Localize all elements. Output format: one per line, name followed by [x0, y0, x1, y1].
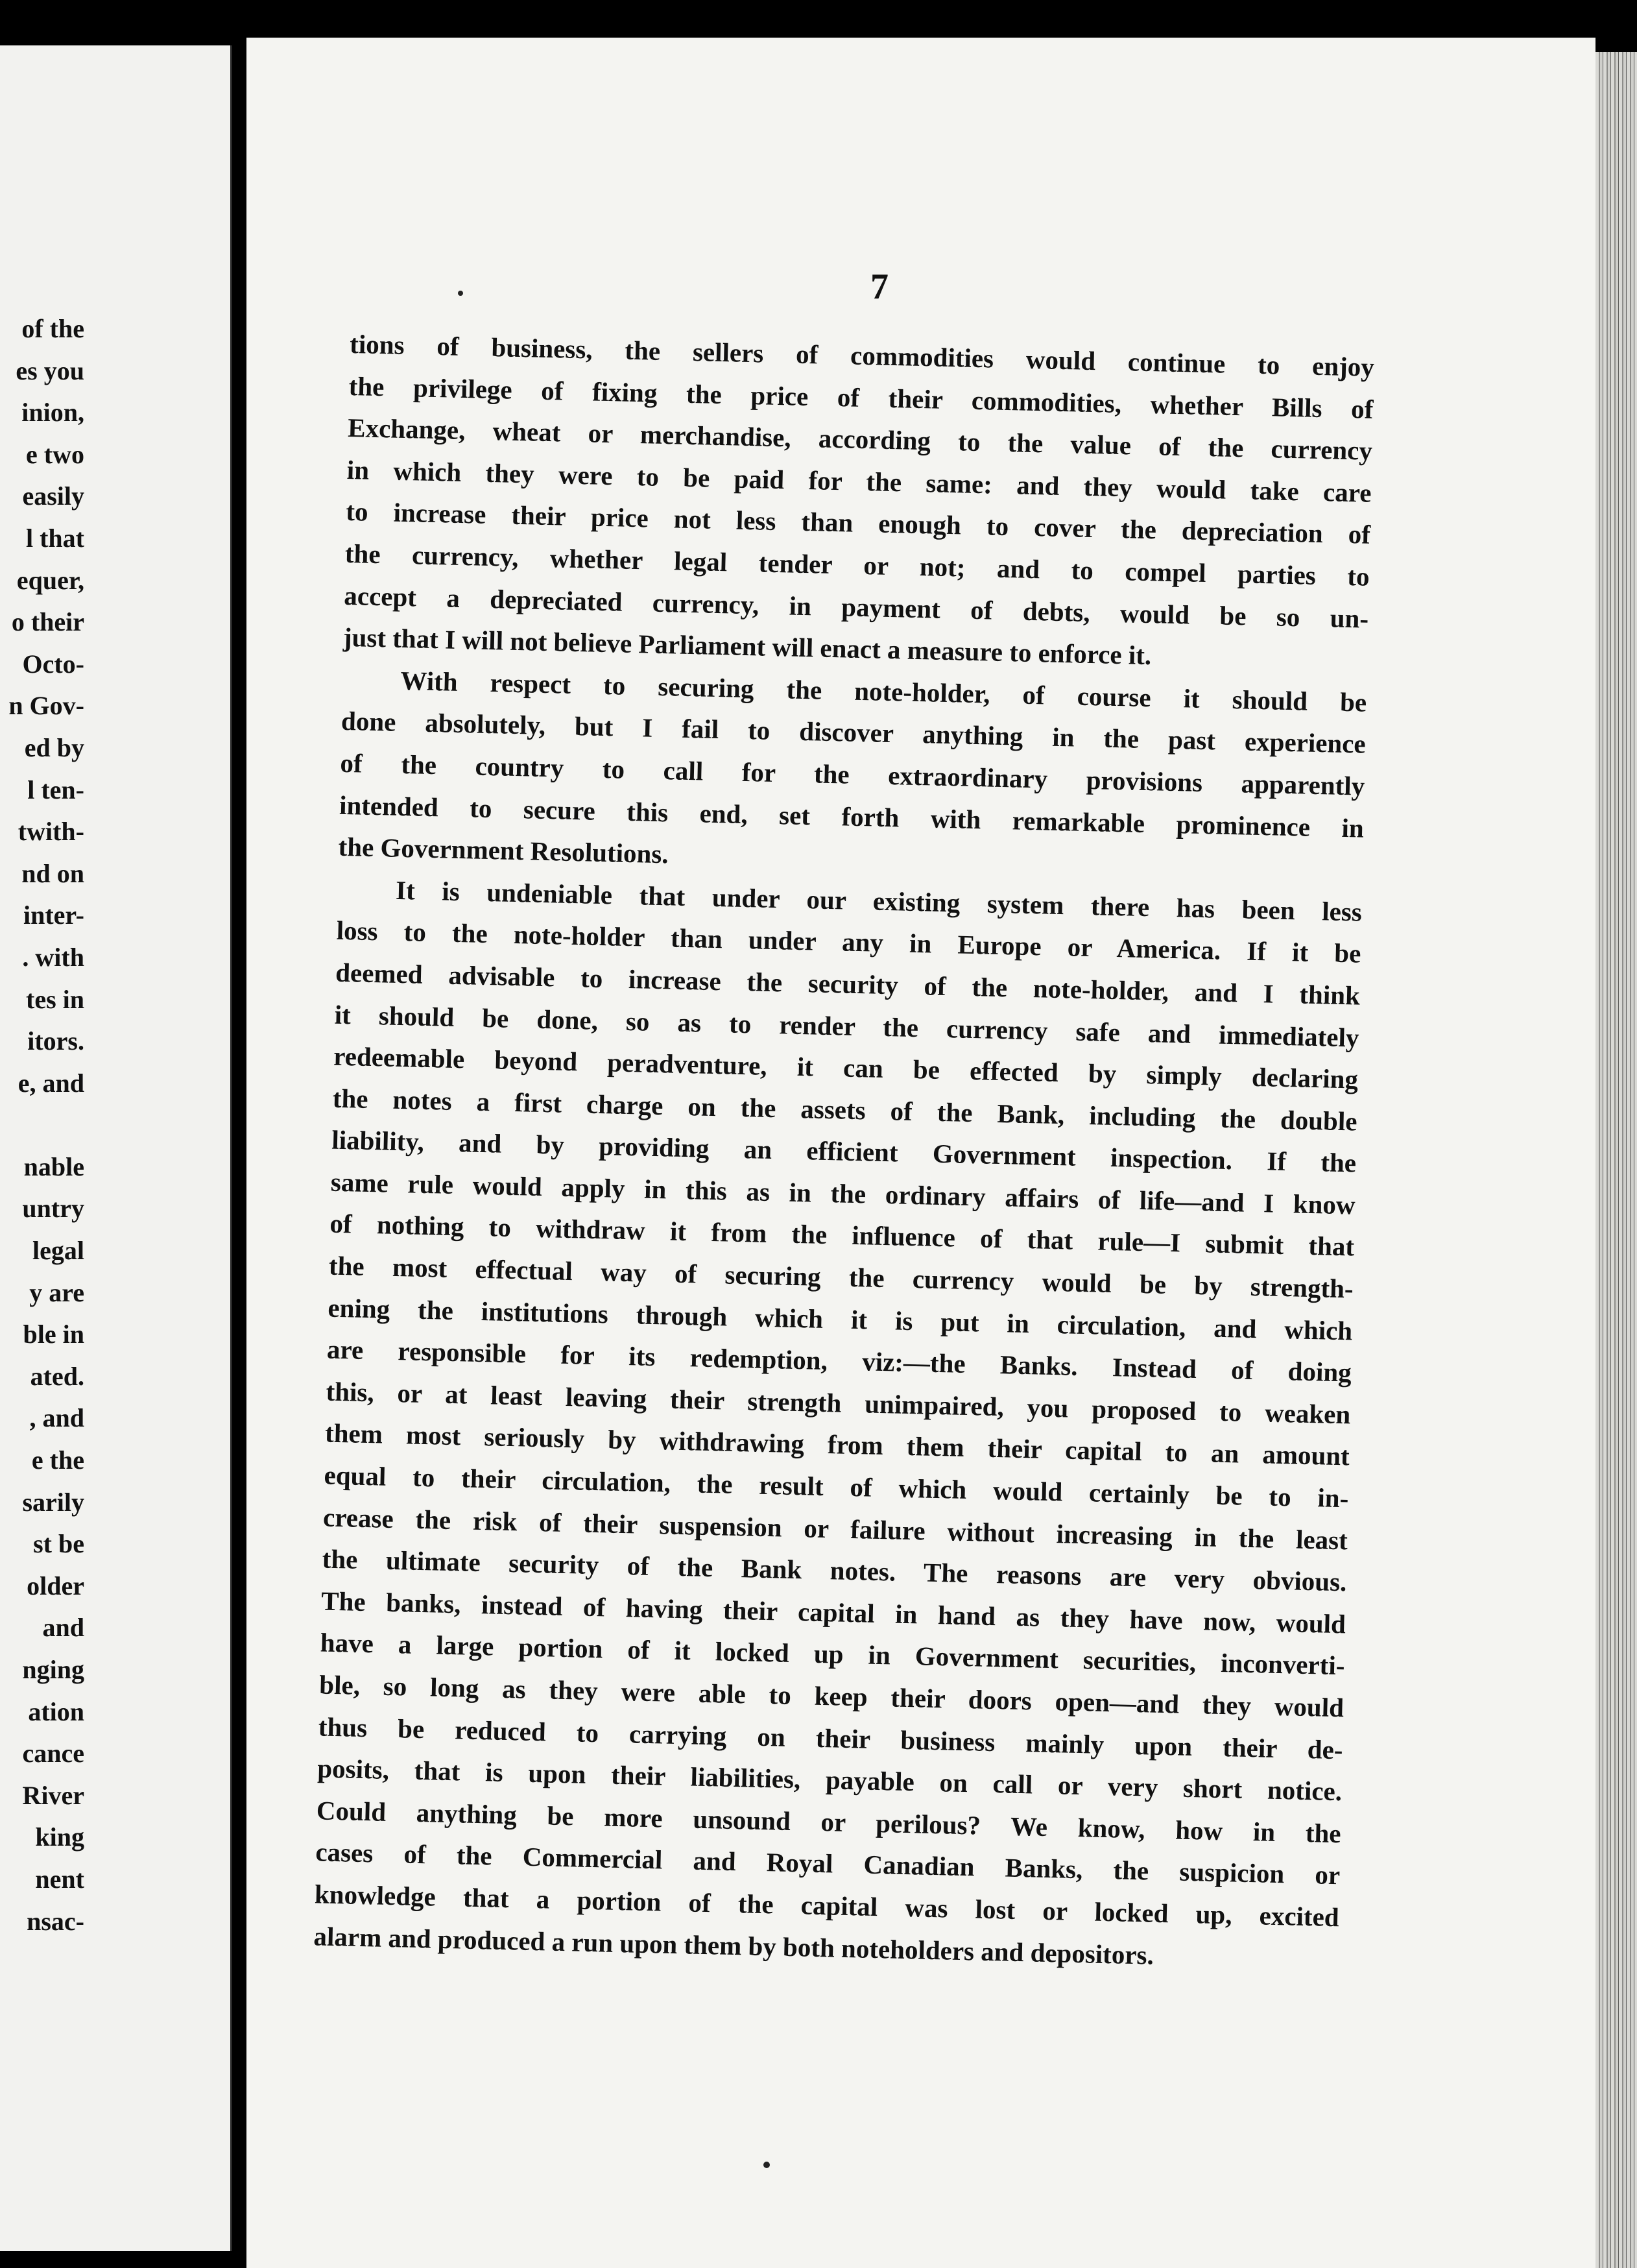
left-page-fragment: of the [21, 314, 84, 343]
text-line: to increase their price not less than enough to cover the depreciation of [345, 496, 1371, 550]
left-page-fragment: legal [32, 1236, 84, 1266]
left-page-fragment: nging [22, 1655, 84, 1684]
text-line: the ultimate security of the Bank notes. The reasons are very obvious. [322, 1543, 1347, 1597]
left-page-fragment: tes in [26, 984, 84, 1014]
left-page-fragment: n Gov- [8, 691, 84, 721]
text-line: deemed advisable to increase the security of the note-holder, and I think [335, 957, 1361, 1011]
left-page-fragment: nent [35, 1864, 84, 1894]
left-page-fragment: nable [23, 1152, 84, 1181]
text-line: It is undeniable that under our existing system there has been less [395, 875, 1363, 927]
text-line: the privilege of fixing the price of their commodities, whether Bills of [348, 370, 1374, 424]
text-line: cases of the Commercial and Royal Canadian Banks, the suspicion or [315, 1837, 1341, 1890]
text-line: of nothing to withdraw it from the influence of that rule—I submit that [329, 1209, 1355, 1262]
text-line: knowledge that a portion of the capital was lost or locked up, excited [314, 1879, 1340, 1933]
left-page-fragment: , and [29, 1403, 84, 1433]
text-line: The banks, instead of having their capital in hand as they have now, would [320, 1586, 1346, 1639]
left-page-fragment: and [42, 1613, 84, 1643]
left-page-fragment: es you [16, 356, 84, 385]
ink-speck [763, 2162, 770, 2168]
text-line: tions of business, the sellers of commodities would continue to enjoy [349, 328, 1375, 382]
text-line: thus be reduced to carrying on their business mainly upon their de- [318, 1711, 1344, 1765]
left-page-fragment: Octo- [22, 649, 84, 679]
text-line: done absolutely, but I fail to discover anything in the past experience [341, 706, 1367, 760]
text-line: this, or at least leaving their strength unimpaired, you proposed to weaken [326, 1376, 1351, 1430]
text-line: the Government Resolutions. [338, 831, 669, 869]
text-line: ening the institutions through which it is put in circulation, and which [328, 1292, 1353, 1346]
text-line: equal to their circulation, the result of which would certainly be to in- [324, 1460, 1349, 1514]
text-line: crease the risk of their suspension or failure without increasing in the least [322, 1502, 1348, 1555]
text-line: just that I will not believe Parliament will enact a measure to enforce it. [342, 622, 1152, 671]
left-page-fragment: nd on [21, 858, 84, 888]
left-page-fragment: ed by [24, 732, 84, 762]
text-line: redeemable beyond peradventure, it can be effected by simply declaring [333, 1041, 1359, 1094]
left-page-fragment: l ten- [27, 775, 84, 804]
text-line: Exchange, wheat or merchandise, according to the value of the currency [347, 413, 1373, 466]
left-page-fragment: older [27, 1571, 84, 1600]
left-page-fragment: e the [31, 1445, 84, 1475]
text-line: With respect to securing the note-holder, of course it should be [400, 665, 1367, 718]
left-page-fragment: ation [28, 1696, 84, 1726]
text-line: liability, and by providing an efficient Government inspection. If the [331, 1124, 1357, 1178]
previous-page-text-fragments [0, 308, 84, 1942]
left-page-fragment: e, and [18, 1068, 84, 1098]
left-page-fragment: king [35, 1822, 84, 1852]
text-line: the currency, whether legal tender or not; and to compel parties to [344, 538, 1370, 592]
left-page-fragment: equer, [16, 565, 84, 595]
left-page-fragment: l that [26, 523, 84, 553]
text-line: posits, that is upon their liabilities, payable on call or very short notice. [317, 1753, 1343, 1807]
text-line: of the country to call for the extraordinary provisions apparently [340, 747, 1365, 801]
text-line: ble, so long as they were able to keep their doors open—and they would [318, 1669, 1344, 1723]
left-page-fragment: e two [26, 439, 84, 469]
text-line: intended to secure this end, set forth with remarkable prominence in [339, 790, 1365, 843]
paragraph [338, 658, 1367, 891]
left-page-fragment: y are [29, 1277, 84, 1307]
left-page-fragment: . with [22, 942, 84, 972]
left-page-fragment: sarily [22, 1487, 84, 1517]
text-line: it should be done, so as to render the currency safe and immediately [334, 999, 1359, 1053]
text-line: the most effectual way of securing the currency would be by strength- [328, 1250, 1354, 1304]
text-line: same rule would apply in this as in the ordinary affairs of life—and I know [330, 1166, 1356, 1220]
text-line: loss to the note-holder than under any in Europe or America. If it be [336, 915, 1361, 969]
page-edges [1595, 52, 1637, 2268]
page-number: 7 [870, 267, 889, 307]
left-page-fragment: inter- [23, 900, 84, 930]
left-page-fragment: inion, [21, 398, 84, 428]
left-page-fragment: twith- [18, 817, 84, 847]
text-line: accept a depreciated currency, in payment of debts, would be so un- [343, 580, 1369, 634]
left-page-fragment: easily [22, 481, 84, 511]
paragraph [313, 868, 1363, 1981]
left-page-fragment: o their [11, 607, 84, 637]
text-line: alarm and produced a run upon them by both noteholders and depositors. [313, 1920, 1154, 1970]
text-line: Could anything be more unsound or perilous? We know, how in the [316, 1795, 1342, 1849]
page-body-text [313, 323, 1375, 1980]
left-page-fragment: untry [22, 1194, 84, 1224]
text-line: are responsible for its redemption, viz:—the Banks. Instead of doing [326, 1334, 1352, 1388]
left-page-fragment: ble in [23, 1320, 84, 1349]
left-page-fragment: itors. [27, 1026, 84, 1056]
left-page-fragment: cance [22, 1739, 84, 1768]
left-page-fragment: st be [33, 1529, 84, 1559]
left-page-fragment [0, 1104, 84, 1146]
left-page-fragment: ated. [30, 1361, 84, 1391]
left-page-fragment: River [22, 1780, 84, 1810]
text-line: them most seriously by withdrawing from them their capital to an amount [324, 1418, 1350, 1471]
paragraph [342, 323, 1374, 681]
ink-speck [458, 291, 463, 296]
text-line: in which they were to be paid for the same: and they would take care [346, 454, 1372, 508]
text-line: the notes a first charge on the assets of the Bank, including the double [332, 1083, 1358, 1137]
book-gutter [232, 0, 246, 2268]
text-line: have a large portion of it locked up in Government securities, inconverti- [320, 1627, 1345, 1681]
previous-page [0, 45, 232, 2251]
left-page-fragment: nsac- [27, 1906, 84, 1936]
